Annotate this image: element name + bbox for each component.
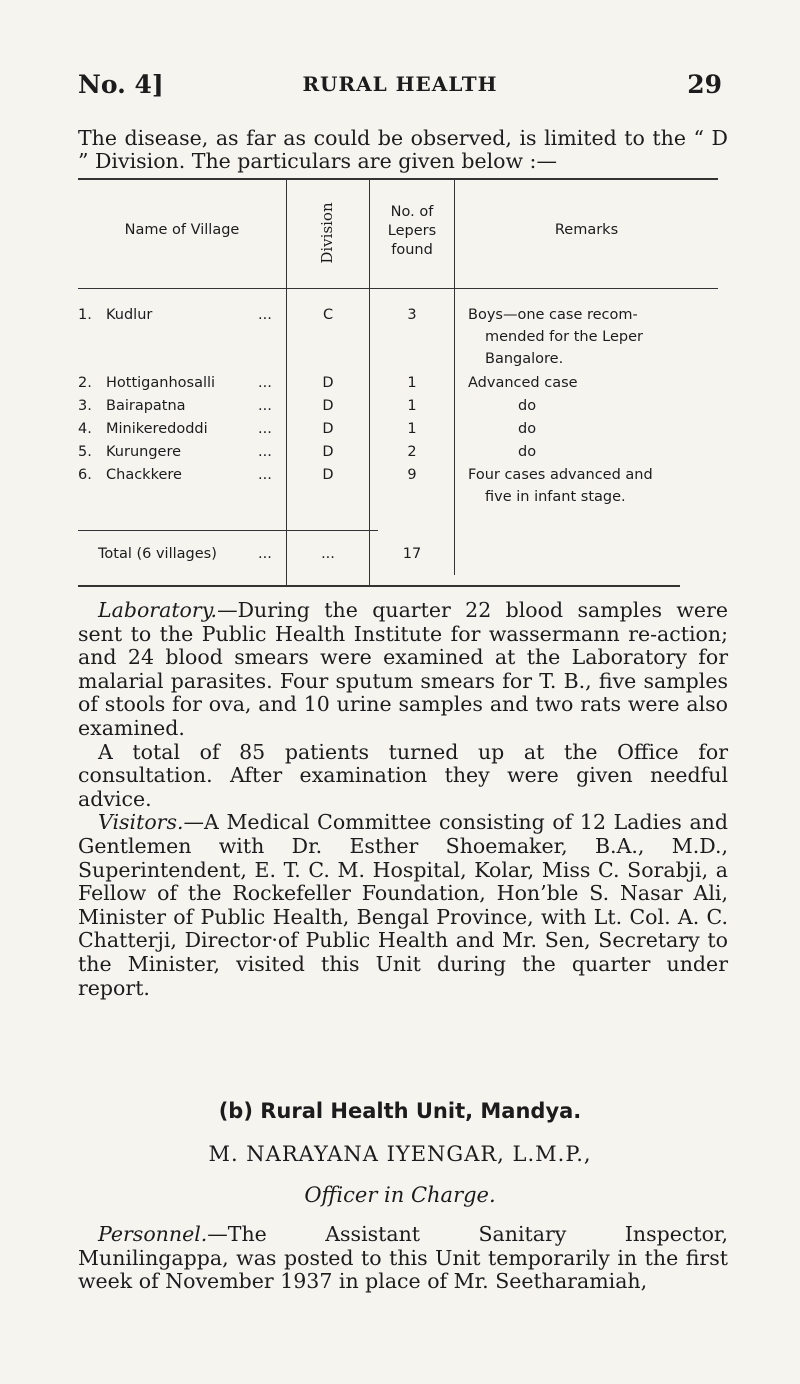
laboratory-heading: Laboratory. [98, 598, 218, 622]
remarks-line: Four cases advanced and [468, 467, 653, 483]
header-rule [78, 288, 718, 289]
remarks-line: Boys—one case recom- [468, 307, 638, 323]
division-value: D [322, 421, 334, 437]
total-lepers: 17 [402, 546, 422, 562]
visitors-text: —A Medical Committee consisting of 12 Ladies and Gentlemen with Dr. Esther Shoemaker, B.A., M.D., Superintendent, E. T. C. M. Hospital, Kolar, Miss C. Sorabji, a Fellow of the Rockefeller Foundation, Hon’ble S. Nasar Ali, Minister of Public Health, Bengal Province, with Lt. Col. A. C. Chatterji, Director·of Public Health and Mr. Sen, Secretary to the Minister, visited this Unit during the quarter under report. [78, 810, 728, 1000]
remarks-line: Advanced case [468, 375, 578, 391]
col-header-remarks: Remarks [554, 222, 619, 238]
running-header [78, 70, 722, 100]
personnel-paragraph [78, 1223, 728, 1294]
visitors-heading: Visitors. [98, 810, 184, 835]
row-number: 2. [78, 375, 92, 391]
leader-dots: ... [258, 307, 272, 323]
lepers-value: 1 [407, 398, 417, 414]
row-number: 6. [78, 467, 92, 483]
row-number: 1. [78, 307, 92, 323]
village-name: Chackkere [106, 467, 182, 483]
village-name: Hottiganhosalli [106, 375, 216, 391]
division-value: D [322, 467, 334, 483]
col-header-village: Name of Village [124, 222, 240, 238]
lepers-value: 1 [407, 421, 417, 437]
col-header-lepers: No. of Lepers found [387, 204, 437, 258]
total-division: ... [321, 546, 335, 562]
division-value: C [322, 307, 334, 323]
leader-dots: ... [258, 421, 272, 437]
remarks-line: do [518, 444, 537, 460]
village-name: Kurungere [106, 444, 182, 460]
division-value: D [322, 375, 334, 391]
table-bottom-rule [78, 585, 680, 587]
remarks-line: do [518, 421, 537, 437]
leader-dots: ... [258, 398, 272, 414]
leper-table [78, 178, 718, 586]
officer-name: M. NARAYANA IYENGAR, L.M.P., [208, 1142, 592, 1166]
laboratory-text: —During the quarter 22 blood samples were sent to the Public Health Institute for wassermann re-action; and 24 blood smears were examined at the Laboratory for malarial parasites. Four sputum smears for T. B., five samples of stools for ova, and 10 urine samples and two rats were also examined. [78, 598, 728, 740]
village-name: Kudlur [106, 307, 153, 323]
section-title: (b) Rural Health Unit, Mandya. [218, 1099, 582, 1123]
remarks-line: five in infant stage. [485, 489, 626, 505]
remarks-line: Bangalore. [485, 351, 564, 367]
page-number: 29 [687, 70, 722, 99]
village-name: Bairapatna [106, 398, 186, 414]
leader-dots: ... [258, 467, 272, 483]
total-label: Total (6 villages) [98, 546, 217, 562]
table-top-rule [78, 178, 718, 180]
issue-number: No. 4] [78, 70, 164, 99]
division-value: D [322, 398, 334, 414]
row-number: 3. [78, 398, 92, 414]
lepers-value: 9 [407, 467, 417, 483]
consultation-text: A total of 85 patients turned up at the Office for consultation. After examination they were given needful advice. [78, 739, 728, 811]
lepers-value: 2 [407, 444, 417, 460]
personnel-text: —The Assistant Sanitary Inspector, Munilingappa, was posted to this Unit temporarily in the first week of November 1937 in place of Mr. Seetharamiah, [78, 1222, 728, 1294]
col-header-division: Division [318, 202, 336, 264]
officer-role: Officer in Charge. [304, 1183, 496, 1207]
leader-dots: ... [258, 546, 272, 562]
lepers-value: 3 [407, 307, 417, 323]
running-title: RURAL HEALTH [302, 72, 498, 96]
leader-dots: ... [258, 375, 272, 391]
total-rule [78, 530, 378, 531]
remarks-line: do [518, 398, 537, 414]
body-text [78, 599, 728, 1000]
remarks-line: mended for the Leper [485, 329, 643, 345]
row-number: 5. [78, 444, 92, 460]
intro-paragraph: The disease, as far as could be observed, is limited to the “ D ” Division. The particulars are given below :— [78, 126, 728, 174]
col-header-division-cell [310, 190, 350, 280]
lepers-value: 1 [407, 375, 417, 391]
row-number: 4. [78, 421, 92, 437]
leader-dots: ... [258, 444, 272, 460]
village-name: Minikeredoddi [106, 421, 208, 437]
personnel-heading: Personnel. [98, 1222, 208, 1246]
division-value: D [322, 444, 334, 460]
